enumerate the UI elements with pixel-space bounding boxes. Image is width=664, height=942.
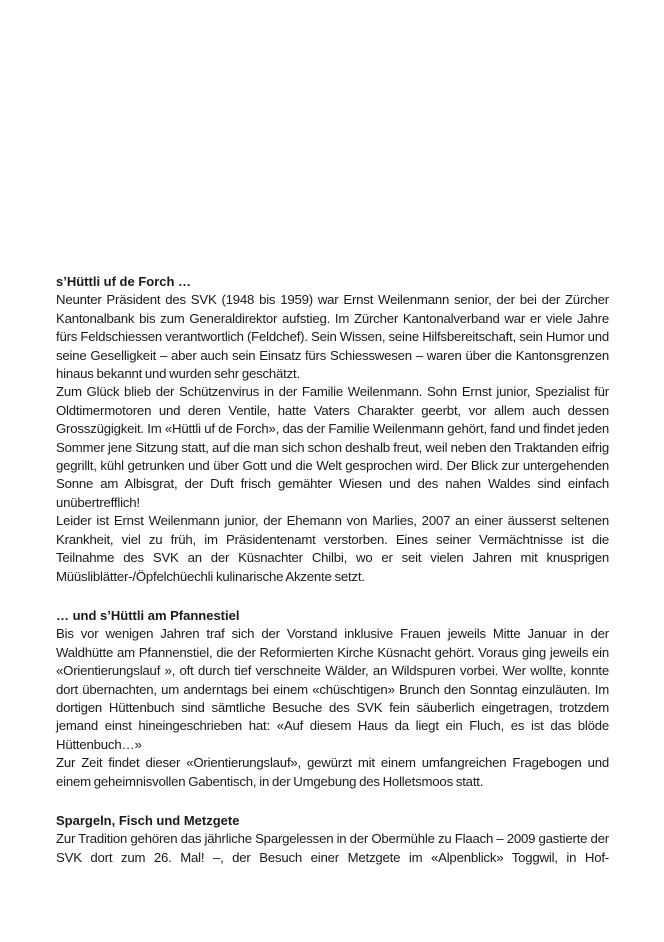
document-page [56,273,609,888]
section-huettli-pfannestiel [56,607,609,791]
paragraph: Zur Tradition gehören das jährliche Spargelessen in der Obermühle zu Flaach – 2009 gastierte der SVK dort zum 26. Mal! –, der Besuch einer Metzgete im «Alpenblick» Toggwil, in Hof- [56,831,609,865]
paragraph: Leider ist Ernst Weilenmann junior, der Ehemann von Marlies, 2007 an einer äusserst seltenen Krankheit, viel zu früh, im Präsidentenamt verstorben. Eines seiner Vermächtnisse ist die Teilnahme des SVK an der Küsnachter Chilbi, wo er seit vielen Jahren mit knusprigen Müüsliblätter-/Öpfelchüechli kulinarische Akzente setzt. [56,513,609,584]
section-huettli-forch [56,273,609,586]
section-heading: s’Hüttli uf de Forch … [56,274,192,289]
section-spargeln-fisch-metzgete [56,812,609,867]
paragraph: Bis vor wenigen Jahren traf sich der Vorstand inklusive Frauen jeweils Mitte Januar in der Waldhütte am Pfannenstiel, die der Reformierten Kirche Küsnacht gehört. Voraus ging jeweils ein «Orientierungslauf », oft durch tief verschneite Wälder, an Wildspuren vorbei. Wer wollte, konnte dort übernachten, um anderntags bei einem «chüschtigen» Brunch den Sonntag einzuläuten. Im dortigen Hüttenbuch sind sämtliche Besuche des SVK fein säuberlich eingetragen, trotzdem jemand einst hineingeschrieben hat: «Auf diesem Haus da liegt ein Fluch, es ist das blöde Hüttenbuch…» [56,626,609,752]
paragraph: Zur Zeit findet dieser «Orientierungslauf», gewürzt mit einem umfangreichen Fragebogen und einem geheimnisvollen Gabentisch, in der Umgebung des Holletsmoos statt. [56,755,609,789]
paragraph: Zum Glück blieb der Schützenvirus in der Familie Weilenmann. Sohn Ernst junior, Spezialist für Oldtimermotoren und deren Ventile, hatte Vaters Charakter geerbt, vor allem auch dessen Grosszügigkeit. Im «Hüttli uf de Forch», das der Familie Weilenmann gehört, fand und findet jeden Sommer jene Sitzung statt, auf die man sich schon deshalb freut, weil neben den Traktanden eifrig gegrillt, kühl getrunken und über Gott und die Welt gesprochen wird. Der Blick zur untergehenden Sonne am Albisgrat, der Duft frisch gemähter Wiesen und des nahen Waldes sind einfach unübertrefflich! [56,384,609,510]
paragraph: Neunter Präsident des SVK (1948 bis 1959) war Ernst Weilenmann senior, der bei der Zürcher Kantonalbank bis zum Generaldirektor aufstieg. Im Zürcher Kantonalverband war er viele Jahre fürs Feldschiessen verantwortlich (Feldchef). Sein Wissen, seine Hilfsbereitschaft, sein Humor und seine Geselligkeit – aber auch sein Einsatz fürs Schiesswesen – waren über die Kantonsgrenzen hinaus bekannt und wurden sehr geschätzt. [56,292,609,382]
section-heading: … und s’Hüttli am Pfannestiel [56,607,240,623]
section-heading: Spargeln, Fisch und Metzgete [56,812,240,828]
